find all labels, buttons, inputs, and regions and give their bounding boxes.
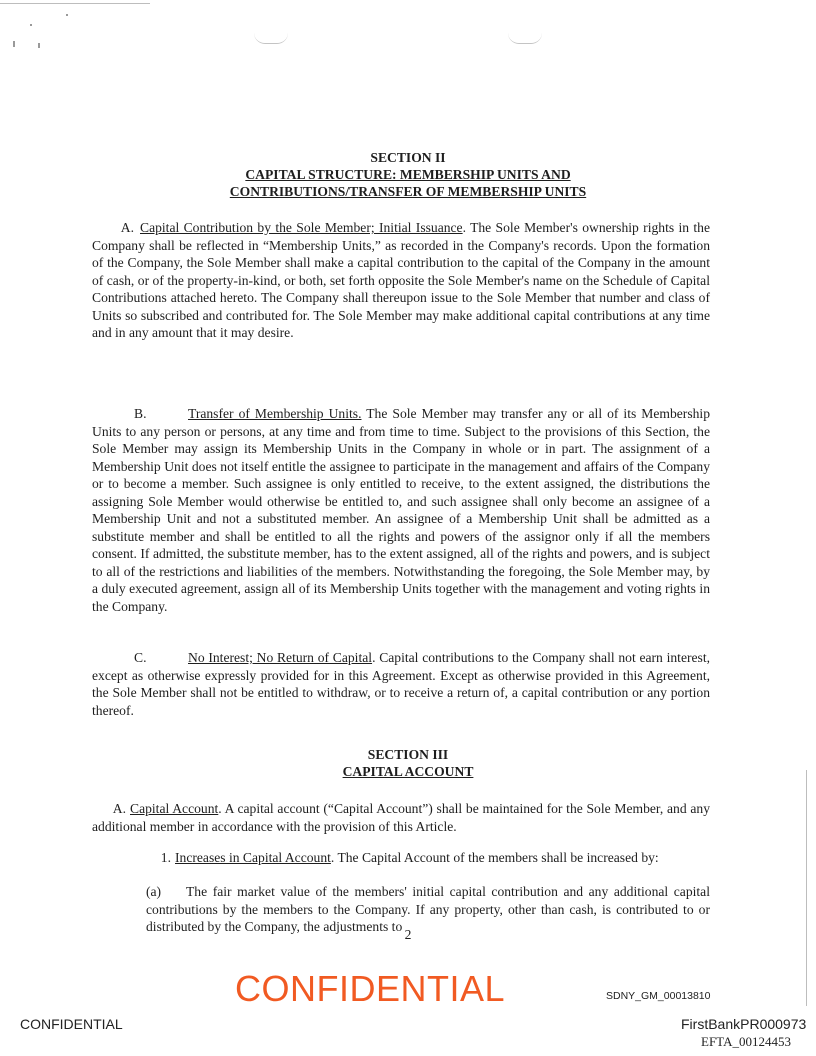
confidential-label: CONFIDENTIAL	[20, 1016, 123, 1032]
scan-speck	[66, 14, 68, 16]
paragraph-c	[92, 649, 710, 719]
scan-speck	[13, 41, 15, 47]
section-3-item-1	[119, 849, 710, 867]
section-3-item-1a-label: (a)	[146, 884, 162, 899]
paragraph-b-letter: B.	[134, 406, 147, 421]
paragraph-b-heading: Transfer of Membership Units.	[188, 406, 362, 421]
section-3-item-1-number: 1.	[160, 850, 171, 865]
paragraph-c-heading: No Interest; No Return of Capital	[188, 650, 373, 665]
scan-speck	[30, 24, 32, 26]
section-3-item-1a-body: The fair market value of the members' initial capital contribution and any additional capital contributions by the members to the Company. If any property, other than cash, is contributed to or distributed by the Company, the adjustments to	[146, 884, 710, 934]
section-3-title: SECTION III	[367, 747, 449, 762]
paragraph-c-letter: C.	[134, 650, 147, 665]
binding-hole-right	[508, 33, 542, 44]
paragraph-a-letter: A.	[120, 220, 134, 235]
bates-sdny: SDNY_GM_00013810	[606, 990, 711, 1002]
paragraph-b	[92, 405, 710, 615]
section-2-subtitle-line-2: CONTRIBUTIONS/TRANSFER OF MEMBERSHIP UNITS	[229, 184, 587, 199]
paragraph-c-body: . Capital contributions to the Company shall not earn interest, except as otherwise expressly provided for in this Agreement. Except as otherwise provided in this Agreement, the Sole Member shall not be entitled to withdraw, or to receive a return of, a capital contribution or any portion thereof.	[92, 650, 711, 718]
section-2-subtitle-line-1: CAPITAL STRUCTURE: MEMBERSHIP UNITS AND	[245, 167, 571, 182]
section-3-paragraph-a-letter: A.	[112, 801, 126, 816]
paragraph-a	[92, 219, 710, 342]
paragraph-a-heading: Capital Contribution by the Sole Member; Initial Issuance	[140, 220, 463, 235]
section-3-subtitle: CAPITAL ACCOUNT	[342, 764, 474, 779]
section-3-item-1-heading: Increases in Capital Account	[175, 850, 331, 865]
scan-speck	[38, 43, 40, 48]
scan-top-edge-line	[0, 3, 150, 4]
bates-efta: EFTA_00124453	[701, 1034, 791, 1049]
section-3-heading	[0, 746, 816, 780]
section-3-paragraph-a-heading: Capital Account	[130, 801, 219, 816]
binding-hole-left	[254, 33, 288, 44]
bates-firstbank: FirstBankPR000973	[681, 1016, 807, 1032]
section-3-item-1-body: . The Capital Account of the members shall be increased by:	[330, 850, 659, 865]
confidential-stamp: CONFIDENTIAL	[235, 968, 506, 1009]
section-3-paragraph-a-body: . A capital account (“Capital Account”) shall be maintained for the Sole Member, and any additional member in accordance with the provision of this Article.	[92, 801, 710, 834]
paragraph-a-body: . The Sole Member's ownership rights in the Company shall be reflected in “Membership Units,” as recorded in the Company's records. Upon the formation of the Company, the Sole Member shall make a capital contribution to the capital of the Company in the amount of cash, or of the property-in-kind, or both, set forth opposite the Sole Member's name on the Schedule of Capital Contributions attached hereto. The Company shall thereupon issue to the Sole Member that number and class of Units so subscribed and contributed for. The Sole Member may make additional capital contributions at any time and in any amount that it may desire.	[92, 220, 710, 340]
section-3-paragraph-a	[92, 800, 710, 835]
scan-right-edge-line	[806, 770, 807, 1006]
section-2-title: SECTION II	[370, 150, 446, 165]
page-number: 2	[404, 927, 412, 942]
section-2-heading	[0, 149, 816, 200]
paragraph-b-body: The Sole Member may transfer any or all of its Membership Units to any person or persons, at any time and from time to time. Subject to the provisions of this Section, the Sole Member may assign its Membership Units in the Company in whole or in part. The assignment of a Membership Unit does not itself entitle the assignee to participate in the management and affairs of the Company or to become a member. Such assignee is only entitled to receive, to the extent assigned, the distributions the assigning Sole Member would otherwise be entitled to, and such assignee shall only become an assignee of a Membership Unit and not a substituted member. An assignee of a Membership Unit shall be admitted as a substitute member and shall be entitled to all the rights and powers of the assignor only if all the members consent. If admitted, the substitute member, has to the extent assigned, all of the rights and powers, and is subject to all of the restrictions and liabilities of the members. Notwithstanding the foregoing, the Sole Member may, by a duly executed agreement, assign all of its Membership Units together with the management and voting rights in the Company.	[92, 406, 710, 614]
